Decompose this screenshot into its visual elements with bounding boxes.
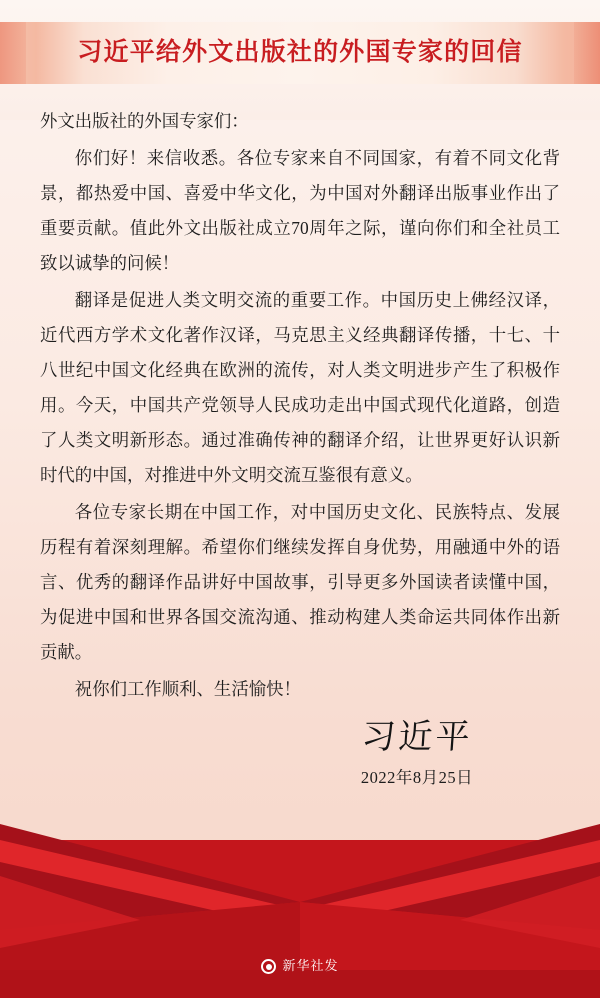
signature-block — [322, 716, 512, 790]
footer-credit — [0, 957, 600, 976]
letter-paragraph-4: 祝你们工作顺利、生活愉快！ — [74, 679, 301, 699]
xinhua-circle-icon — [261, 959, 276, 974]
signature-date: 2022年8月25日 — [360, 768, 474, 787]
signature-name: 习近平 — [360, 719, 474, 756]
letter-salutation: 外文出版社的外国专家们： — [40, 111, 249, 131]
letter-paragraph-2: 翻译是促进人类文明交流的重要工作。中国历史上佛经汉译，近代西方学术文化著作汉译，马克思主义经典翻译传播，十七、十八世纪中国文化经典在欧洲的流传，对人类文明进步产生了积极作用。今天，中国共产党领导人民成功走出中国式现代化道路，创造了人类文明新形态。通过准确传神的翻译介绍，让世界更好认识新时代的中国，对推进中外文明交流互鉴很有意义。 — [40, 290, 560, 485]
letter-paragraph-1: 你们好！来信收悉。各位专家来自不同国家，有着不同文化背景，都热爱中国、喜爱中华文化，为中国对外翻译出版事业作出了重要贡献。值此外文出版社成立70周年之际，谨向你们和全社员工致以诚挚的问候！ — [40, 148, 560, 273]
footer-agency-label: 新华社发 — [282, 958, 339, 973]
page-title: 习近平给外文出版社的外国专家的回信 — [77, 39, 523, 66]
letter-paragraph-3: 各位专家长期在中国工作，对中国历史文化、民族特点、发展历程有着深刻理解。希望你们继续发挥自身优势，用融通中外的语言、优秀的翻译作品讲好中国故事，引导更多外国读者读懂中国，为促进中国和世界各国交流沟通、推动构建人类命运共同体作出新贡献。 — [40, 502, 560, 662]
letter-body — [40, 104, 560, 709]
